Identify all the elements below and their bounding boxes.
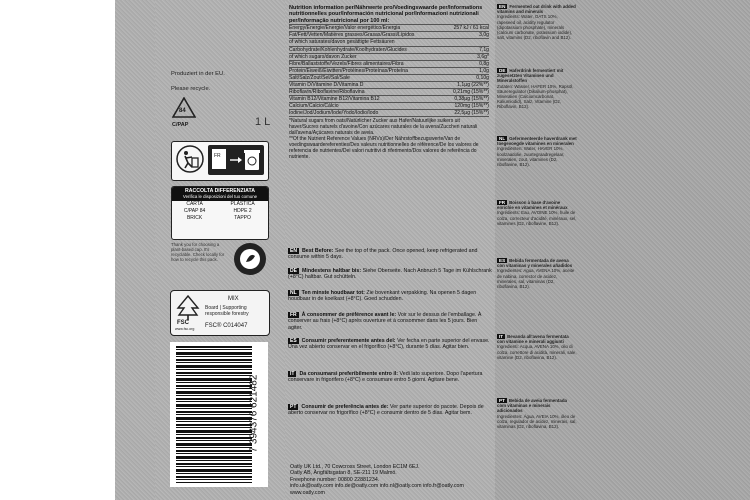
ingredients-nl [497, 136, 577, 167]
raccolta-col-carta: CARTA [186, 201, 203, 208]
nutrient-name: Vitamin B12/Vitamine B12/Vitamina B12 [289, 96, 380, 103]
best-before-de [288, 268, 493, 281]
section-text [288, 290, 493, 303]
best-before-nl [288, 290, 493, 303]
nutrient-name: Protein/Eiweiß/Eiwitten/Protéines/Proteínas/Proteína [289, 67, 408, 74]
fsc-logo-text: FSC [177, 320, 189, 326]
nutrient-value: 1,0g [479, 67, 489, 74]
ingredients-heading [497, 398, 577, 414]
section-text [288, 268, 493, 281]
recycle-text: Please recycle. [171, 86, 211, 92]
recycling-bin-icon [208, 145, 264, 175]
footer-line: Oatly UK Ltd., 70 Cowcross Street, London EC1M 6EJ. [290, 464, 420, 470]
nutrition-row [289, 75, 489, 82]
nutrition-header: Nutrition information per/Nährwerte pro/Voedingswaarde per/Informations nutritionnelles pour/Información nutricional por/Informazioni nutrizionali per/Informação nutricional por 100 ml: [289, 5, 489, 25]
language-badge: ES [499, 258, 506, 263]
ingredients-it [497, 334, 577, 360]
raccolta-title: RACCOLTA DIFFERENZIATA [184, 188, 256, 194]
nutrient-name: Fat/Fett/Vetten/Matières grasses/Grasas/Grassi/Lípidos [289, 32, 415, 39]
section-title: Mindestens haltbar bis: [301, 268, 362, 274]
barcode [170, 342, 268, 487]
language-badge: NL [290, 290, 297, 296]
footer-line: info.uk@oatly.com info.de@oatly.com info.nl@oatly.com info.fr@oatly.com [290, 483, 464, 490]
raccolta-box [171, 186, 269, 240]
ingredients-title: Boisson à base d'avoine enrichie en vitamines et minéraux [497, 200, 568, 211]
nutrient-name: Fibre/Ballaststoffe/Vezels/Fibres alimentaires/Fibra [289, 60, 404, 67]
ingredients-title: Fermented oat drink with added vitamins and minerals [497, 4, 576, 15]
ingredients-de [497, 68, 577, 110]
best-before-pt [288, 404, 493, 417]
language-badge: FR [499, 200, 506, 205]
section-title: Consumir de preferência antes de: [301, 404, 389, 410]
nutrient-value: 120mg (15%**) [454, 103, 489, 110]
recycle-material: C/PAP [172, 122, 189, 128]
best-before-en [288, 248, 493, 261]
nutrient-value: 0,38µg (15%**) [454, 96, 489, 103]
ingredients-text: Ingredienti: Acqua, AVENA 10%, olio di colza, correttore di acidità, minerali, sale, vitamine (D2, riboflavina, B12). [497, 344, 577, 360]
nutrient-name: Vitamin D/Vitamine D/Vitamina D [289, 81, 364, 88]
svg-text:FR: FR [214, 153, 221, 159]
ingredients-title: Bevanda all'avena fermentata con vitamine e minerali aggiunti [497, 334, 569, 345]
ingredients-text: Zutaten: Wasser, HAFER 10%, Rapsöl, Säureregulator (Dikalium-phosphat), Mineralien (Calciumcarbonat, Kaliumiodid), Salz, Vitamine (D2, Riboflavin, B12). [497, 83, 574, 110]
nutrition-row [289, 32, 489, 39]
ingredients-heading [497, 334, 577, 344]
raccolta-col-plastica: PLASTICA [230, 201, 255, 208]
nutrient-name: Iodine/Jod/Jodium/Iode/Yodo/Iodio/Iodo [289, 110, 379, 117]
nutrient-value: 0,8g [479, 60, 489, 67]
ingredients-title: Haferdrink fermentiert mit zugesetzten Vitaminen und Mineralstoffen [497, 68, 564, 84]
language-badge: EN [499, 4, 506, 9]
ingredients-heading [497, 68, 577, 84]
language-badge: DE [499, 68, 506, 73]
ingredients-text: Ingredients: Water, OATS 10%, rapeseed oil, acidity regulator (dipotassium phosphate), minerals (calcium carbonate, potassium iodide), salt, vitamins (D2, riboflavin and B12). [497, 14, 573, 41]
nutrition-row [289, 110, 489, 117]
nutrition-row [289, 89, 489, 96]
nutrient-value: 7,1g [479, 46, 489, 53]
fsc-box [170, 290, 270, 336]
nutrition-row [289, 96, 489, 103]
plant-cap-text: Thank you for choosing a plant-based cap. It's recyclable. Check locally for how to recycle this pack. [171, 242, 225, 263]
nutrition-row [289, 25, 489, 32]
fsc-board-text: Board | Supporting responsible forestry [205, 305, 249, 317]
section-text [288, 404, 493, 417]
recycle-code: 84 [179, 108, 186, 114]
section-title: Da consumarsi preferibilmente entro il: [299, 371, 399, 377]
raccolta-header [172, 187, 268, 201]
section-body: Ver parte superior do pacote. Depois de aberto conservar no frigorífico (+8°C) e consumir dentro de 5 dias. Agitar bem. [288, 404, 484, 417]
fsc-code: FSC® C014047 [205, 323, 248, 329]
plant-cap-note [171, 242, 267, 280]
nutrient-value: 3,0g [479, 32, 489, 39]
nutrient-value: 0,21mg (15%**) [453, 89, 489, 96]
raccolta-cell: HDPE 2 [233, 208, 252, 215]
ingredients-heading [497, 4, 577, 14]
nutrient-name: Carbohydrate/Kohlenhydrate/Koolhydraten/Glucides [289, 46, 407, 53]
barcode-bars [176, 346, 252, 483]
nutrition-row [289, 61, 489, 68]
section-title: Best Before: [301, 248, 334, 254]
language-badge: IT [290, 371, 295, 377]
ingredients-title: Bebida de aveia fermentada com vitaminas e minerais adicionados [497, 398, 567, 414]
ingredients-pt [497, 398, 577, 429]
nutrient-name: of which sugars/davon Zucker [289, 53, 357, 60]
section-body: Vedi lato superiore. Dopo l'apertura conservare in frigorifero (+8°C) e consumare entro 5 giorni. Agitare bene. [288, 371, 483, 384]
footer-line: www.oatly.com [290, 489, 325, 496]
footer-line: Oatly AB, Ängfältsgatan 8, SE-211 19 Malmö. [290, 470, 397, 477]
raccolta-cell: C/PAP 84 [183, 208, 206, 215]
ingredients-heading [497, 136, 577, 146]
fsc-mix: MIX [228, 296, 239, 302]
nutrition-row [289, 39, 489, 46]
raccolta-subtitle: Verifica le disposizioni del tuo comune [182, 194, 258, 200]
ingredients-text: Ingredientes: Agua, AVENA 10%, aceite de nabina, corrector de acidez, minerales, sal, vitaminas (D2, riboflavina, B12). [497, 268, 575, 290]
ingredients-text: Ingrediënten: Water, HAVER 10%, koolzaadolie, zuurtegraadregelaar, mineralen, zout, vitamines (D2, riboflavine, B12). [497, 146, 565, 168]
nutrient-value: 1,1µg (22%**) [457, 81, 489, 88]
section-text [288, 371, 493, 384]
section-body: See the top of the pack. Once opened, keep refrigerated and consume within 5 days. [288, 248, 478, 261]
language-badge: FR [290, 312, 297, 318]
language-badge: PT [290, 404, 297, 410]
best-before-it [288, 371, 493, 384]
nutrition-rows [289, 25, 489, 117]
ingredients-title: Gefermenteerde haverdrank met toegevoegde vitamines en mineralen [497, 136, 577, 147]
recycle-bin-panel [208, 145, 264, 175]
raccolta-table [172, 201, 268, 222]
section-title: Consumir preferentemente antes del: [301, 338, 396, 344]
ingredients-heading [497, 200, 577, 210]
nutrient-value: 0,10g [476, 74, 489, 81]
language-badge: DE [290, 268, 297, 274]
language-badge: IT [499, 334, 504, 339]
nutrient-value: 3,6g* [477, 53, 489, 60]
nutrition-table [289, 5, 489, 160]
nutrient-name: Energy/Energie/Energie/Valor energético/Energia [289, 25, 401, 32]
ingredients-fr [497, 200, 577, 226]
section-body: Siehe Oberseite. Nach Anbruch 5 Tage im Kühlschrank (+8°C) haltbar. Gut schütteln. [288, 268, 492, 281]
nutrition-row [289, 82, 489, 89]
best-before-es [288, 338, 493, 351]
barcode-number: 7 394376 621482 [248, 374, 260, 453]
nutrition-note-sugars: *Natural sugars from oats/Natürlicher Zucker aus Hafer/Natuurlijke suikers uit haver/Sucres naturels d'avoine/Con azúcares naturales de la avena/Zuccheri naturali dall'avena/Açúcares naturais de aveia. [289, 118, 478, 137]
nutrient-value: 22,5µg (15%**) [454, 110, 489, 117]
language-badge: NL [499, 136, 506, 141]
ingredients-en [497, 4, 577, 40]
nutrient-name: Salt/Salz/Zout/Sel/Sal/Sale [289, 74, 350, 81]
recycling-icons-box [171, 141, 269, 181]
ingredients-heading [497, 258, 577, 268]
ingredients-text: Ingrédients: Eau, AVOINE 10%, huile de colza, correcteur d'acidité, minéraux, sel, vitamines (D2, riboflavine, B12). [497, 210, 577, 226]
section-body: Zie bovenkant verpakking. Na openen 5 dagen houdbaar in de koelkast (+8°C). Goed schudden. [288, 290, 477, 303]
language-badge: EN [290, 248, 297, 254]
ingredients-text: Ingredientes: Água, AVEIA 10%, óleo de colza, regulador de acidez, minerais, sal, vitaminas (D2, riboflavina, B12). [497, 413, 577, 430]
nutrition-row [289, 68, 489, 75]
language-badge: ES [290, 338, 297, 344]
section-text [288, 338, 493, 351]
ingredients-title: Bebida fermentada de avena con vitaminas y minerales añadidos [497, 258, 573, 269]
nutrient-value: 257 kJ / 61 kcal [453, 25, 489, 32]
language-badge: PT [499, 398, 505, 403]
nutrition-row [289, 54, 489, 61]
section-text [288, 312, 493, 331]
nutrition-note-nrv: **Of the Nutrient Reference Values (NRVs)/Der Nährstoffbezugswerte/Van de voedingswaardereferenties/Des valeurs nutritionnelles de référence/De los valores de referencia de nutrientes/Dei valori nutritivi di riferimento/Dos valores de referência do nutriente. [289, 136, 479, 161]
tidyman-icon [176, 145, 204, 173]
raccolta-cell: TAPPO [234, 215, 251, 222]
plant-based-seal-icon [233, 242, 267, 276]
ingredients-es [497, 258, 577, 289]
white-left-strip [0, 0, 115, 500]
section-body: Voir sur le dessus de l'emballage. À conserver au frais (+8°C) après ouverture et à consommer dans les 5 jours. Bien agiter. [288, 312, 482, 331]
section-title: À consommer de préférence avant le: [301, 312, 397, 318]
section-text [288, 248, 493, 261]
best-before-fr [288, 312, 493, 331]
nutrient-name: Riboflavin/Riboflavine/Riboflavina [289, 89, 365, 96]
section-body: Ver fecha en parte superior del envase. Una vez abierto conservar en el frigorífico (+8°C), durante 5 días. Agitar bien. [288, 338, 490, 351]
nutrient-name: Calcium/Calcio/Cálcio [289, 103, 339, 110]
section-title: Ten minste houdbaar tot: [301, 290, 365, 296]
nutrient-name: of which saturates/davon gesättigte Fettsäuren [289, 39, 395, 46]
nutrition-row [289, 103, 489, 110]
footer-line: Freephone number: 00800 22881234. [290, 476, 380, 483]
raccolta-cell: BRICK [186, 215, 203, 222]
volume-label: 1 L [255, 116, 271, 128]
fsc-url: www.fsc.org [175, 327, 195, 331]
nutrition-row [289, 47, 489, 54]
company-footer [290, 464, 464, 496]
produced-text: Produziert in der EU. [171, 71, 225, 77]
